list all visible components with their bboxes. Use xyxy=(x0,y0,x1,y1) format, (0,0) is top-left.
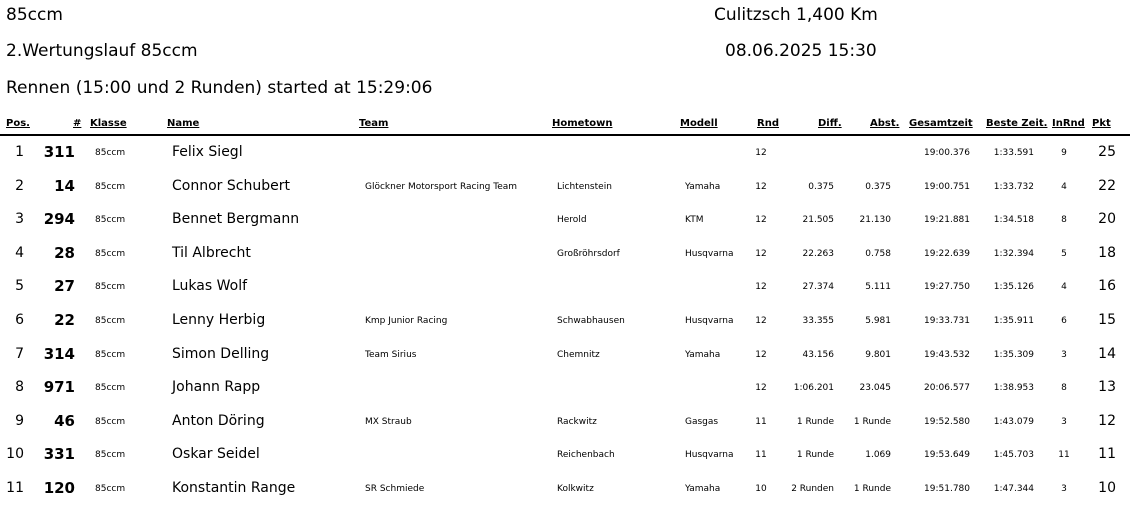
best-lap-cell: 1:32.394 xyxy=(993,248,1034,259)
gap-cell: 9.801 xyxy=(865,349,891,360)
best-lap-round-cell: 6 xyxy=(1061,315,1067,326)
position-cell: 5 xyxy=(15,278,24,295)
table-row xyxy=(0,203,1130,237)
col-name: Name xyxy=(167,118,200,129)
table-row xyxy=(0,237,1130,271)
table-header xyxy=(0,116,1130,136)
best-lap-cell: 1:35.911 xyxy=(993,315,1034,326)
col-klasse: Klasse xyxy=(90,118,127,129)
class-title: 85ccm xyxy=(6,5,63,25)
best-lap-round-cell: 11 xyxy=(1058,450,1070,461)
position-cell: 11 xyxy=(6,479,24,496)
class-cell: 85ccm xyxy=(95,248,126,259)
table-row xyxy=(0,136,1130,170)
col-pkt: Pkt xyxy=(1092,118,1111,129)
best-lap-round-cell: 8 xyxy=(1061,215,1067,226)
laps-cell: 12 xyxy=(755,148,767,158)
rider-name-cell: Konstantin Range xyxy=(172,479,296,496)
event-title: 2.Wertungslauf 85ccm xyxy=(6,41,198,61)
hometown-cell: Lichtenstein xyxy=(557,181,612,192)
rider-name-cell: Anton Döring xyxy=(172,412,265,429)
event-datetime: 08.06.2025 15:30 xyxy=(725,41,877,61)
hometown-cell: Chemnitz xyxy=(557,349,600,360)
model-cell: Yamaha xyxy=(685,181,721,192)
start-number-cell: 22 xyxy=(54,310,75,329)
table-row xyxy=(0,438,1130,472)
col-inrnd: InRnd xyxy=(1052,118,1085,129)
class-cell: 85ccm xyxy=(95,483,126,494)
hometown-cell: Rackwitz xyxy=(557,416,597,427)
total-time-cell: 19:52.580 xyxy=(924,416,970,427)
model-cell: Gasgas xyxy=(685,416,719,427)
class-cell: 85ccm xyxy=(95,282,126,293)
total-time-cell: 19:51.780 xyxy=(924,483,970,494)
diff-cell: 0.375 xyxy=(808,181,834,192)
laps-cell: 12 xyxy=(755,248,767,259)
team-cell: Kmp Junior Racing xyxy=(365,315,448,326)
points-cell: 14 xyxy=(1098,345,1116,362)
best-lap-round-cell: 4 xyxy=(1061,282,1067,293)
diff-cell: 21.505 xyxy=(802,215,834,226)
best-lap-round-cell: 3 xyxy=(1061,349,1067,360)
start-number-cell: 971 xyxy=(43,378,75,397)
gap-cell: 5.111 xyxy=(865,282,891,293)
rider-name-cell: Bennet Bergmann xyxy=(172,211,300,228)
best-lap-round-cell: 9 xyxy=(1061,148,1067,158)
laps-cell: 12 xyxy=(755,282,767,293)
col-beste-zeit: Beste Zeit. xyxy=(986,118,1048,129)
rider-name-cell: Johann Rapp xyxy=(172,379,261,396)
total-time-cell: 19:27.750 xyxy=(924,282,970,293)
best-lap-cell: 1:38.953 xyxy=(993,383,1034,394)
start-number-cell: 14 xyxy=(54,176,75,195)
total-time-cell: 19:21.881 xyxy=(924,215,970,226)
col-pos: Pos. xyxy=(6,118,30,129)
rider-name-cell: Til Albrecht xyxy=(172,244,251,261)
start-number-cell: 46 xyxy=(54,411,75,430)
diff-cell: 27.374 xyxy=(802,282,834,293)
position-cell: 6 xyxy=(15,311,24,328)
diff-cell: 1 Runde xyxy=(796,416,834,427)
total-time-cell: 19:00.376 xyxy=(924,148,970,158)
points-cell: 10 xyxy=(1098,479,1116,496)
race-info: Rennen (15:00 und 2 Runden) started at 15:29:06 xyxy=(6,78,433,98)
class-cell: 85ccm xyxy=(95,215,126,226)
team-cell: Team Sirius xyxy=(365,349,417,360)
hometown-cell: Herold xyxy=(557,215,587,226)
class-cell: 85ccm xyxy=(95,181,126,192)
gap-cell: 21.130 xyxy=(859,215,891,226)
gap-cell: 1 Runde xyxy=(853,416,891,427)
total-time-cell: 19:00.751 xyxy=(924,181,970,192)
laps-cell: 12 xyxy=(755,315,767,326)
table-body xyxy=(0,136,1130,506)
col-gesamtzeit: Gesamtzeit xyxy=(909,118,973,129)
hometown-cell: Großröhrsdorf xyxy=(557,248,620,259)
diff-cell: 1:06.201 xyxy=(793,383,834,394)
diff-cell: 43.156 xyxy=(802,349,834,360)
start-number-cell: 314 xyxy=(43,344,75,363)
gap-cell: 1.069 xyxy=(865,450,891,461)
col-abst: Abst. xyxy=(870,118,900,129)
table-row xyxy=(0,371,1130,405)
model-cell: Husqvarna xyxy=(685,248,733,259)
hometown-cell: Kolkwitz xyxy=(557,483,594,494)
table-row xyxy=(0,405,1130,439)
model-cell: Yamaha xyxy=(685,483,721,494)
class-cell: 85ccm xyxy=(95,349,126,360)
rider-name-cell: Lukas Wolf xyxy=(172,278,248,295)
model-cell: Husqvarna xyxy=(685,450,733,461)
best-lap-cell: 1:35.309 xyxy=(993,349,1034,360)
start-number-cell: 331 xyxy=(43,445,75,464)
table-row xyxy=(0,472,1130,506)
diff-cell: 22.263 xyxy=(802,248,834,259)
laps-cell: 12 xyxy=(755,349,767,360)
best-lap-cell: 1:33.732 xyxy=(993,181,1034,192)
col-rnd: Rnd xyxy=(757,118,779,129)
laps-cell: 11 xyxy=(755,450,767,461)
gap-cell: 23.045 xyxy=(859,383,891,394)
class-cell: 85ccm xyxy=(95,148,126,158)
start-number-cell: 311 xyxy=(43,143,75,161)
class-cell: 85ccm xyxy=(95,416,126,427)
best-lap-cell: 1:45.703 xyxy=(993,450,1034,461)
hometown-cell: Reichenbach xyxy=(557,450,615,461)
total-time-cell: 19:22.639 xyxy=(924,248,970,259)
points-cell: 13 xyxy=(1098,379,1116,396)
table-row xyxy=(0,270,1130,304)
total-time-cell: 19:33.731 xyxy=(924,315,970,326)
col-diff: Diff. xyxy=(818,118,842,129)
start-number-cell: 294 xyxy=(43,210,75,229)
col-num: # xyxy=(73,118,82,129)
table-row xyxy=(0,304,1130,338)
position-cell: 2 xyxy=(15,177,24,194)
gap-cell: 0.375 xyxy=(865,181,891,192)
team-cell: MX Straub xyxy=(365,416,412,427)
position-cell: 3 xyxy=(15,211,24,228)
best-lap-cell: 1:34.518 xyxy=(993,215,1034,226)
diff-cell: 33.355 xyxy=(802,315,834,326)
points-cell: 11 xyxy=(1098,446,1116,463)
best-lap-cell: 1:33.591 xyxy=(993,148,1034,158)
laps-cell: 12 xyxy=(755,181,767,192)
model-cell: Yamaha xyxy=(685,349,721,360)
col-modell: Modell xyxy=(680,118,718,129)
rider-name-cell: Lenny Herbig xyxy=(172,311,266,328)
gap-cell: 5.981 xyxy=(865,315,891,326)
position-cell: 7 xyxy=(15,345,24,362)
class-cell: 85ccm xyxy=(95,450,126,461)
points-cell: 20 xyxy=(1098,211,1116,228)
laps-cell: 12 xyxy=(755,215,767,226)
team-cell: Glöckner Motorsport Racing Team xyxy=(365,181,518,192)
points-cell: 15 xyxy=(1098,311,1116,328)
best-lap-round-cell: 4 xyxy=(1061,181,1067,192)
points-cell: 16 xyxy=(1098,278,1116,295)
laps-cell: 11 xyxy=(755,416,767,427)
rider-name-cell: Connor Schubert xyxy=(172,177,290,194)
diff-cell: 2 Runden xyxy=(791,483,834,494)
points-cell: 18 xyxy=(1098,244,1116,261)
team-cell: SR Schmiede xyxy=(365,483,425,494)
results-table xyxy=(0,116,1130,506)
model-cell: Husqvarna xyxy=(685,315,733,326)
best-lap-cell: 1:47.344 xyxy=(993,483,1034,494)
table-row xyxy=(0,170,1130,204)
total-time-cell: 19:43.532 xyxy=(924,349,970,360)
points-cell: 25 xyxy=(1098,144,1116,160)
table-row xyxy=(0,338,1130,372)
points-cell: 22 xyxy=(1098,177,1116,194)
location-label: Culitzsch 1,400 Km xyxy=(714,5,878,25)
position-cell: 4 xyxy=(15,244,24,261)
class-cell: 85ccm xyxy=(95,383,126,394)
position-cell: 8 xyxy=(15,379,24,396)
points-cell: 12 xyxy=(1098,412,1116,429)
position-cell: 1 xyxy=(15,144,24,160)
col-team: Team xyxy=(359,118,389,129)
best-lap-round-cell: 5 xyxy=(1061,248,1067,259)
col-hometown: Hometown xyxy=(552,118,613,129)
total-time-cell: 19:53.649 xyxy=(924,450,970,461)
rider-name-cell: Felix Siegl xyxy=(172,144,243,160)
position-cell: 9 xyxy=(15,412,24,429)
position-cell: 10 xyxy=(6,446,24,463)
total-time-cell: 20:06.577 xyxy=(924,383,970,394)
model-cell: KTM xyxy=(685,215,704,226)
best-lap-round-cell: 3 xyxy=(1061,483,1067,494)
best-lap-round-cell: 3 xyxy=(1061,416,1067,427)
best-lap-cell: 1:35.126 xyxy=(993,282,1034,293)
gap-cell: 0.758 xyxy=(865,248,891,259)
best-lap-cell: 1:43.079 xyxy=(993,416,1034,427)
gap-cell: 1 Runde xyxy=(853,483,891,494)
class-cell: 85ccm xyxy=(95,315,126,326)
start-number-cell: 120 xyxy=(43,478,75,497)
rider-name-cell: Simon Delling xyxy=(172,345,270,362)
laps-cell: 10 xyxy=(755,483,767,494)
diff-cell: 1 Runde xyxy=(796,450,834,461)
laps-cell: 12 xyxy=(755,383,767,394)
hometown-cell: Schwabhausen xyxy=(557,315,625,326)
best-lap-round-cell: 8 xyxy=(1061,383,1067,394)
start-number-cell: 28 xyxy=(54,243,75,262)
start-number-cell: 27 xyxy=(54,277,75,296)
rider-name-cell: Oskar Seidel xyxy=(172,446,260,463)
